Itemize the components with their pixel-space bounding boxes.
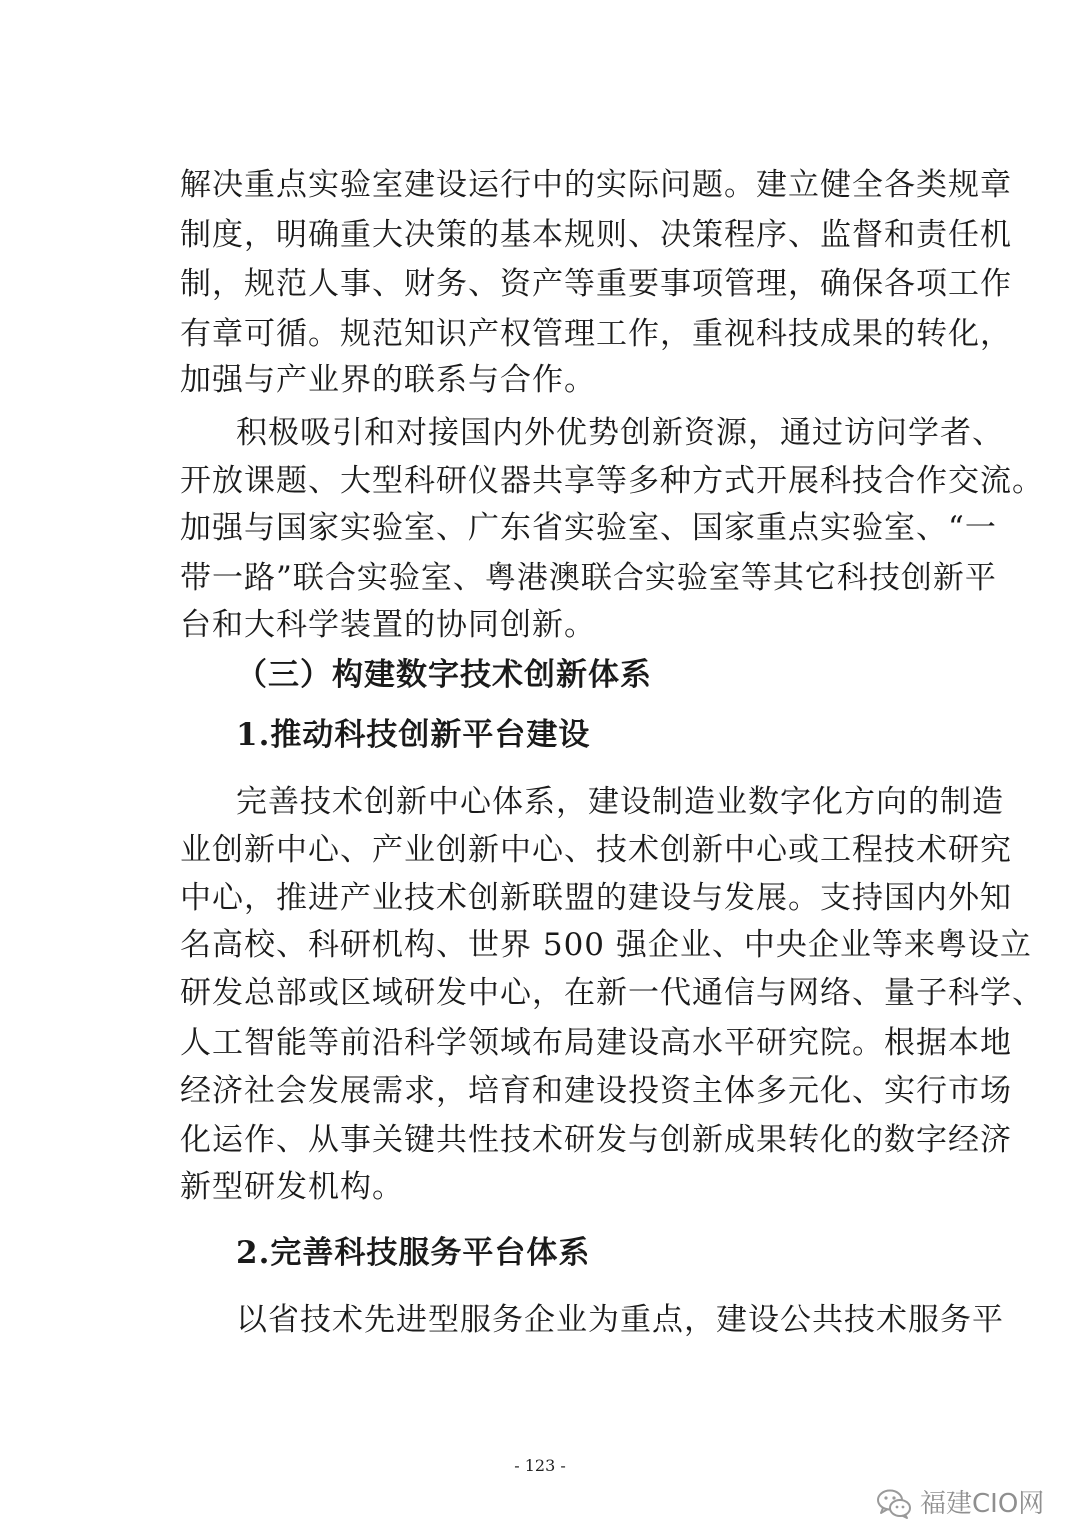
paragraph-line: 加强与国家实验室、广东省实验室、国家重点实验室、“一 (180, 510, 997, 546)
wechat-icon (876, 1488, 912, 1520)
paragraph-line: 完善技术创新中心体系，建设制造业数字化方向的制造 (236, 784, 1004, 820)
paragraph-line: 业创新中心、产业创新中心、技术创新中心或工程技术研究 (180, 832, 1012, 868)
paragraph-line: 人工智能等前沿科学领域布局建设高水平研究院。根据本地 (180, 1025, 1012, 1061)
paragraph-line: 化运作、从事关键共性技术研发与创新成果转化的数字经济 (180, 1122, 1012, 1158)
paragraph-line: 名高校、科研机构、世界 500 强企业、中央企业等来粤设立 (180, 927, 1032, 963)
paragraph-line: 新型研发机构。 (180, 1169, 404, 1205)
page-number: - 123 - (514, 1456, 566, 1475)
paragraph-line: 制，规范人事、财务、资产等重要事项管理，确保各项工作 (180, 266, 1012, 302)
paragraph-line: 有章可循。规范知识产权管理工作，重视科技成果的转化， (180, 316, 1012, 352)
watermark-text: 福建CIO网 (920, 1489, 1045, 1519)
subheading: 1.推动科技创新平台建设 (236, 717, 591, 753)
subheading: 2.完善科技服务平台体系 (236, 1235, 591, 1271)
paragraph-line: 带一路”联合实验室、粤港澳联合实验室等其它科技创新平 (180, 560, 997, 596)
paragraph-line: 加强与产业界的联系与合作。 (180, 362, 596, 398)
paragraph-line: 台和大科学装置的协同创新。 (180, 607, 596, 643)
paragraph-line: 解决重点实验室建设运行中的实际问题。建立健全各类规章 (180, 167, 1012, 203)
paragraph-line: 开放课题、大型科研仪器共享等多种方式开展科技合作交流。 (180, 463, 1044, 499)
section-heading: （三）构建数字技术创新体系 (236, 657, 652, 693)
watermark (876, 1486, 1044, 1522)
paragraph-line: 中心，推进产业技术创新联盟的建设与发展。支持国内外知 (180, 880, 1012, 916)
paragraph-line: 研发总部或区域研发中心，在新一代通信与网络、量子科学、 (180, 975, 1044, 1011)
paragraph-line: 制度，明确重大决策的基本规则、决策程序、监督和责任机 (180, 217, 1012, 253)
paragraph-line: 经济社会发展需求，培育和建设投资主体多元化、实行市场 (180, 1073, 1012, 1109)
paragraph-line: 积极吸引和对接国内外优势创新资源，通过访问学者、 (236, 415, 1004, 451)
paragraph-line: 以省技术先进型服务企业为重点，建设公共技术服务平 (236, 1302, 1004, 1338)
